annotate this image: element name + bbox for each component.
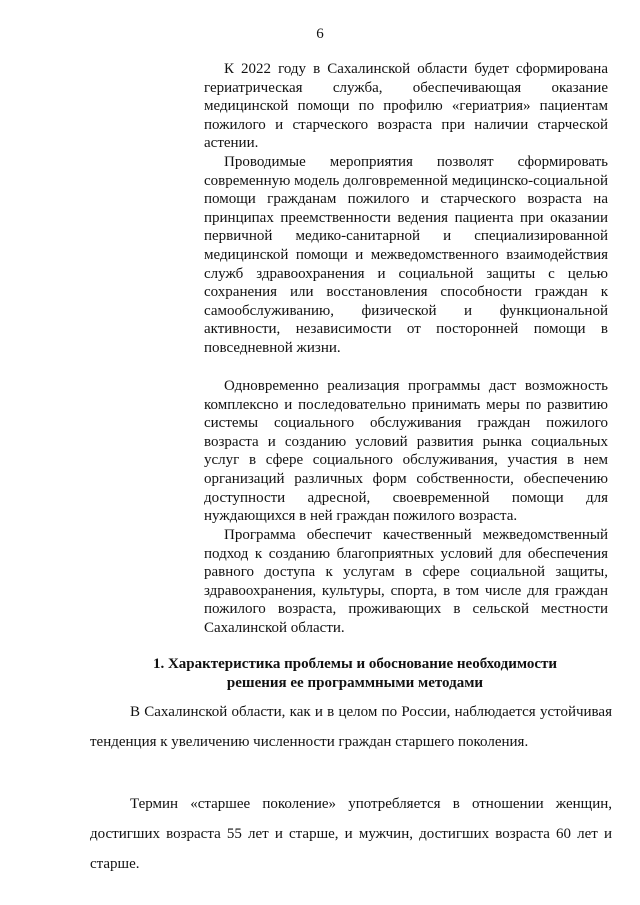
intro-paragraph-3 [204,377,608,526]
paragraph-text: Программа обеспечит качественный межведомственный подход к созданию благоприятных условий для обеспечения равного доступа к услугам в сфере социальной защиты, здравоохранения, культуры, спорта, в том числе для граждан пожилого возраста, проживающих в сельской местности Сахалинской области. [204,527,608,636]
paragraph-text: К 2022 году в Сахалинской области будет сформирована гериатрическая служба, обеспечивающая оказание медицинской помощи по профилю «гериатрия» пациентам пожилого и старческого возраста при наличии старческой астении. [204,61,608,152]
section-paragraph-2 [90,789,612,879]
section-heading [130,655,580,693]
page-number: 6 [316,26,324,42]
intro-paragraph-1 [204,60,608,153]
section-heading-line-2: решения ее программными методами [226,675,484,691]
paragraph-text: Проводимые мероприятия позволят сформировать современную модель долговременной медицинско-социальной помощи гражданам пожилого и старческого возраста на принципах преемственности ведения пациента при оказании первичной медико-санитарной и специализированной медицинской помощи и межведомственного взаимодействия служб здравоохранения и социальной защиты с целью сохранения или восстановления способности граждан к самообслуживанию, физической и функциональной активности, независимости от посторонней помощи в повседневной жизни. [204,154,608,356]
paragraph-text: Одновременно реализация программы даст возможность комплексно и последовательно принимать меры по развитию системы социального обслуживания граждан пожилого возраста и созданию условий развития рынка социальных услуг в сфере социального обслуживания, участия в нем организаций различных форм собственности, обеспечению доступности адресной, своевременной помощи для нуждающихся в ней граждан пожилого возраста. [204,378,608,525]
paragraph-text: В Сахалинской области, как и в целом по России, наблюдается устойчивая тенденция к увеличению численности граждан старшего поколения. [90,704,612,750]
paragraph-text: Термин «старшее поколение» употребляется в отношении женщин, достигших возраста 55 лет и старше, и мужчин, достигших возраста 60 лет и старше. [90,796,612,872]
section-paragraph-1 [90,697,612,757]
intro-paragraph-4 [204,526,608,638]
section-heading-line-1: 1. Характеристика проблемы и обоснование необходимости [152,656,558,672]
intro-paragraph-2 [204,153,608,358]
